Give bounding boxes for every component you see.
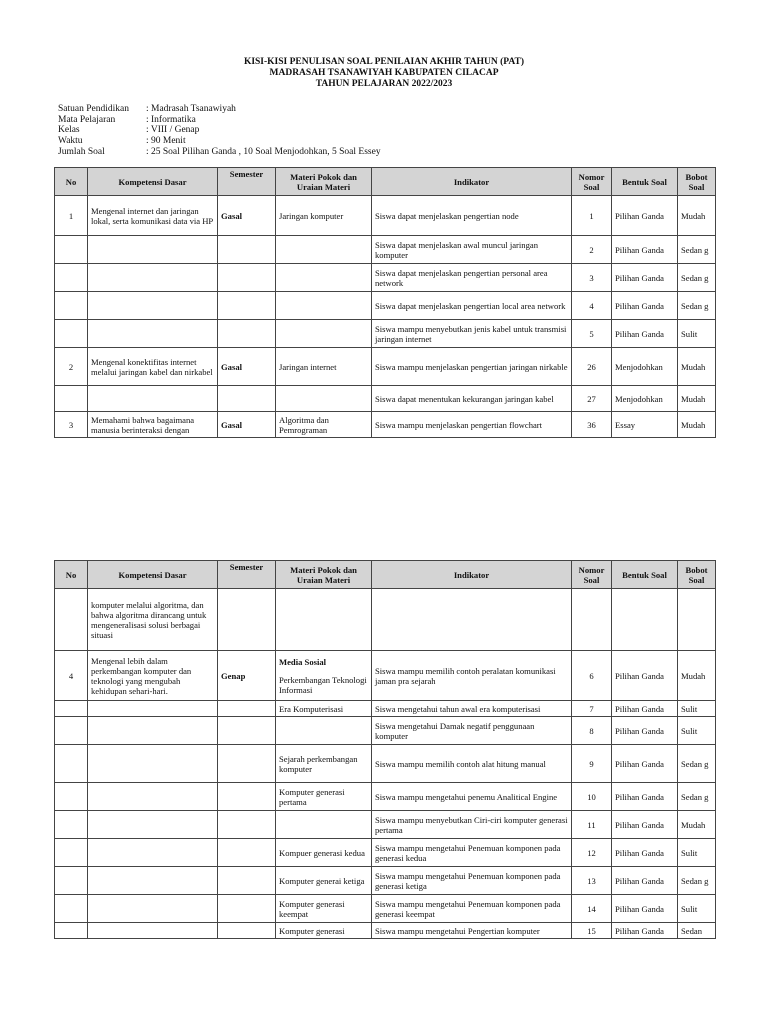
- cell-bobot-soal: Sedan g: [678, 264, 716, 292]
- cell-bobot-soal: [678, 589, 716, 651]
- cell-bentuk-soal: Pilihan Ganda: [612, 717, 678, 745]
- cell-materi: [276, 589, 372, 651]
- cell-materi: [276, 783, 372, 811]
- cell-bobot-soal: Sedan g: [678, 292, 716, 320]
- cell-no: [55, 320, 88, 348]
- meta-key: Mata Pelajaran: [58, 114, 116, 125]
- meta-row: [58, 125, 381, 136]
- cell-materi: [276, 923, 372, 939]
- cell-materi: [276, 701, 372, 717]
- cell-materi: [276, 811, 372, 839]
- cell-bobot-soal: Mudah: [678, 348, 716, 386]
- header-bobot-soal: Bobot Soal: [678, 561, 716, 589]
- cell-materi: [276, 386, 372, 412]
- cell-kompetensi-dasar: [88, 292, 218, 320]
- meta-row: [58, 104, 381, 115]
- table-row: [55, 811, 716, 839]
- table-row: [55, 701, 716, 717]
- cell-kompetensi-dasar: [88, 923, 218, 939]
- materi-text: Jaringan komputer: [279, 210, 344, 221]
- cell-kompetensi-dasar: [88, 320, 218, 348]
- cell-nomor-soal: [572, 589, 612, 651]
- cell-nomor-soal: 36: [572, 412, 612, 438]
- cell-indikator: Siswa mampu mengetahui Penemuan komponen pada generasi kedua: [372, 839, 572, 867]
- cell-nomor-soal: 14: [572, 895, 612, 923]
- cell-bobot-soal: Sulit: [678, 839, 716, 867]
- table-row: [55, 895, 716, 923]
- header-bentuk-soal: Bentuk Soal: [612, 168, 678, 196]
- cell-semester: Gasal: [218, 412, 276, 438]
- header-indikator: Indikator: [372, 561, 572, 589]
- cell-bobot-soal: Mudah: [678, 412, 716, 438]
- cell-no: [55, 386, 88, 412]
- cell-bobot-soal: Sulit: [678, 320, 716, 348]
- table-row: [55, 196, 716, 236]
- cell-kompetensi-dasar: [88, 783, 218, 811]
- header-bentuk-soal: Bentuk Soal: [612, 561, 678, 589]
- cell-no: [55, 717, 88, 745]
- header-row: [55, 168, 716, 196]
- cell-bentuk-soal: Pilihan Ganda: [612, 839, 678, 867]
- cell-semester: [218, 923, 276, 939]
- cell-bobot-soal: Mudah: [678, 651, 716, 701]
- cell-semester: [218, 320, 276, 348]
- cell-indikator: Siswa mengetahui tahun awal era komputerisasi: [372, 701, 572, 717]
- cell-indikator: Siswa mampu memilih contoh alat hitung manual: [372, 745, 572, 783]
- materi-text: Komputer generai ketiga: [279, 875, 365, 886]
- cell-nomor-soal: 26: [572, 348, 612, 386]
- cell-materi: [276, 348, 372, 386]
- cell-no: 4: [55, 651, 88, 701]
- cell-bobot-soal: Sedan g: [678, 867, 716, 895]
- cell-indikator: Siswa mampu menyebutkan Ciri-ciri komputer generasi pertama: [372, 811, 572, 839]
- cell-nomor-soal: 13: [572, 867, 612, 895]
- cell-no: [55, 292, 88, 320]
- cell-kompetensi-dasar: Memahami bahwa bagaimana manusia berinteraksi dengan: [88, 412, 218, 438]
- cell-materi: [276, 717, 372, 745]
- cell-kompetensi-dasar: [88, 701, 218, 717]
- cell-no: [55, 811, 88, 839]
- header-no: No: [55, 561, 88, 589]
- cell-no: [55, 236, 88, 264]
- cell-bentuk-soal: Pilihan Ganda: [612, 196, 678, 236]
- cell-bobot-soal: Sulit: [678, 701, 716, 717]
- kisi-kisi-table-page-1: [54, 167, 716, 438]
- cell-bobot-soal: Sulit: [678, 895, 716, 923]
- table-row: [55, 783, 716, 811]
- cell-kompetensi-dasar: Mengenal lebih dalam perkembangan komputer dan teknologi yang mengubah kehidupan sehari-hari.: [88, 651, 218, 701]
- cell-bobot-soal: Sulit: [678, 717, 716, 745]
- cell-kompetensi-dasar: [88, 839, 218, 867]
- cell-indikator: Siswa dapat menjelaskan pengertian node: [372, 196, 572, 236]
- header-indikator: Indikator: [372, 168, 572, 196]
- header-row: [55, 561, 716, 589]
- cell-materi: [276, 264, 372, 292]
- cell-indikator: Siswa dapat menentukan kekurangan jaringan kabel: [372, 386, 572, 412]
- cell-semester: Genap: [218, 651, 276, 701]
- cell-nomor-soal: 3: [572, 264, 612, 292]
- cell-bobot-soal: Sedan g: [678, 745, 716, 783]
- materi-text: Algoritma dan Pemrograman: [279, 414, 329, 435]
- cell-nomor-soal: 9: [572, 745, 612, 783]
- cell-semester: [218, 386, 276, 412]
- cell-nomor-soal: 1: [572, 196, 612, 236]
- materi-text: Era Komputerisasi: [279, 703, 344, 714]
- cell-indikator: Siswa mampu menjelaskan pengertian flowchart: [372, 412, 572, 438]
- header-kompetensi-dasar: Kompetensi Dasar: [88, 561, 218, 589]
- cell-nomor-soal: 11: [572, 811, 612, 839]
- table-row: [55, 745, 716, 783]
- materi-text: Jaringan internet: [279, 361, 337, 372]
- header-kompetensi-dasar: Kompetensi Dasar: [88, 168, 218, 196]
- cell-bentuk-soal: Pilihan Ganda: [612, 895, 678, 923]
- cell-bobot-soal: Sedan: [678, 923, 716, 939]
- cell-kompetensi-dasar: [88, 236, 218, 264]
- cell-bentuk-soal: Pilihan Ganda: [612, 867, 678, 895]
- cell-semester: [218, 264, 276, 292]
- cell-semester: Gasal: [218, 196, 276, 236]
- header-no: No: [55, 168, 88, 196]
- cell-kompetensi-dasar: [88, 386, 218, 412]
- cell-semester: [218, 292, 276, 320]
- cell-indikator: Siswa mampu menyebutkan jenis kabel untuk transmisi jaringan internet: [372, 320, 572, 348]
- cell-nomor-soal: 8: [572, 717, 612, 745]
- cell-no: [55, 264, 88, 292]
- header-semester: Semester: [218, 168, 276, 196]
- cell-materi: [276, 292, 372, 320]
- cell-semester: [218, 717, 276, 745]
- cell-bobot-soal: Sedan g: [678, 783, 716, 811]
- header-materi: Materi Pokok dan Uraian Materi: [276, 561, 372, 589]
- cell-indikator: Siswa mampu memilih contoh peralatan komunikasi jaman pra sejarah: [372, 651, 572, 701]
- cell-kompetensi-dasar: [88, 811, 218, 839]
- cell-indikator: Siswa mampu mengetahui Penemuan komponen pada generasi keempat: [372, 895, 572, 923]
- cell-kompetensi-dasar: [88, 895, 218, 923]
- cell-no: [55, 839, 88, 867]
- cell-indikator: Siswa mampu mengetahui Pengertian komputer: [372, 923, 572, 939]
- cell-nomor-soal: 4: [572, 292, 612, 320]
- materi-subtext: Perkembangan Teknologi Informasi: [279, 674, 367, 695]
- meta-value: : 90 Menit: [146, 136, 186, 147]
- cell-bentuk-soal: [612, 589, 678, 651]
- materi-text: Komputer generasi: [279, 925, 345, 936]
- cell-indikator: Siswa mampu mengetahui Penemuan komponen pada generasi ketiga: [372, 867, 572, 895]
- materi-text: Sejarah perkembangan komputer: [279, 753, 358, 774]
- cell-bentuk-soal: Pilihan Ganda: [612, 264, 678, 292]
- header-bobot-soal: Bobot Soal: [678, 168, 716, 196]
- cell-indikator: Siswa dapat menjelaskan pengertian personal area network: [372, 264, 572, 292]
- cell-bentuk-soal: Pilihan Ganda: [612, 236, 678, 264]
- cell-kompetensi-dasar: komputer melalui algoritma, dan bahwa algoritma dirancang untuk mengeneralisasi solusi berbagai situasi: [88, 589, 218, 651]
- cell-materi: [276, 412, 372, 438]
- title-line: MADRASAH TSANAWIYAH KABUPATEN CILACAP: [269, 68, 499, 78]
- cell-indikator: Siswa dapat menjelaskan awal muncul jaringan komputer: [372, 236, 572, 264]
- meta-value: : Informatika: [146, 114, 196, 125]
- cell-materi: [276, 745, 372, 783]
- cell-indikator: Siswa dapat menjelaskan pengertian local area network: [372, 292, 572, 320]
- cell-kompetensi-dasar: [88, 745, 218, 783]
- table-row: [55, 348, 716, 386]
- cell-semester: Gasal: [218, 348, 276, 386]
- cell-bentuk-soal: Pilihan Ganda: [612, 923, 678, 939]
- materi-text: Media Sosial: [279, 656, 327, 667]
- cell-bobot-soal: Mudah: [678, 811, 716, 839]
- cell-materi: [276, 651, 372, 701]
- cell-no: [55, 701, 88, 717]
- cell-materi: [276, 895, 372, 923]
- meta-key: Waktu: [58, 136, 83, 147]
- cell-nomor-soal: 27: [572, 386, 612, 412]
- meta-key: Satuan Pendidikan: [58, 104, 129, 114]
- cell-no: [55, 745, 88, 783]
- cell-materi: [276, 236, 372, 264]
- cell-kompetensi-dasar: [88, 867, 218, 895]
- cell-semester: [218, 895, 276, 923]
- meta-row: [58, 115, 381, 126]
- table-row: [55, 839, 716, 867]
- cell-indikator: Siswa mengetahui Damak negatif penggunaan komputer: [372, 717, 572, 745]
- cell-bentuk-soal: Pilihan Ganda: [612, 783, 678, 811]
- cell-bentuk-soal: Pilihan Ganda: [612, 745, 678, 783]
- cell-semester: [218, 589, 276, 651]
- cell-indikator: Siswa mampu menjelaskan pengertian jaringan nirkable: [372, 348, 572, 386]
- cell-nomor-soal: 6: [572, 651, 612, 701]
- meta-value: : VIII / Genap: [146, 125, 200, 136]
- meta-value: : Madrasah Tsanawiyah: [146, 104, 236, 114]
- table-row: [55, 651, 716, 701]
- table-row: [55, 589, 716, 651]
- title-line: TAHUN PELAJARAN 2022/2023: [315, 79, 453, 89]
- cell-semester: [218, 701, 276, 717]
- cell-bentuk-soal: Pilihan Ganda: [612, 320, 678, 348]
- table-row: [55, 292, 716, 320]
- cell-nomor-soal: 10: [572, 783, 612, 811]
- cell-semester: [218, 839, 276, 867]
- cell-indikator: [372, 589, 572, 651]
- cell-no: [55, 783, 88, 811]
- header-materi: Materi Pokok dan Uraian Materi: [276, 168, 372, 196]
- cell-semester: [218, 783, 276, 811]
- cell-materi: [276, 867, 372, 895]
- header-nomor-soal: Nomor Soal: [572, 561, 612, 589]
- meta-row: [58, 147, 381, 158]
- kisi-kisi-table-page-2: [54, 560, 716, 939]
- document-title: [0, 57, 768, 90]
- cell-kompetensi-dasar: Mengenal internet dan jaringan lokal, serta komunikasi data via HP: [88, 196, 218, 236]
- table-row: [55, 236, 716, 264]
- document-meta: [58, 104, 381, 158]
- cell-semester: [218, 811, 276, 839]
- cell-bentuk-soal: Pilihan Ganda: [612, 701, 678, 717]
- cell-no: [55, 895, 88, 923]
- cell-no: [55, 589, 88, 651]
- cell-bentuk-soal: Essay: [612, 412, 678, 438]
- table-row: [55, 717, 716, 745]
- table-row: [55, 867, 716, 895]
- title-line: KISI-KISI PENULISAN SOAL PENILAIAN AKHIR TAHUN (PAT): [243, 57, 525, 67]
- cell-nomor-soal: 2: [572, 236, 612, 264]
- meta-key: Jumlah Soal: [58, 146, 105, 157]
- cell-materi: [276, 196, 372, 236]
- materi-text: Kompuer generasi kedua: [279, 847, 365, 858]
- cell-bentuk-soal: Menjodohkan: [612, 386, 678, 412]
- cell-nomor-soal: 12: [572, 839, 612, 867]
- cell-no: 2: [55, 348, 88, 386]
- cell-nomor-soal: 5: [572, 320, 612, 348]
- cell-semester: [218, 236, 276, 264]
- cell-bobot-soal: Sedan g: [678, 236, 716, 264]
- cell-indikator: Siswa mampu mengetahui penemu Analitical Engine: [372, 783, 572, 811]
- materi-text: Komputer generasi keempat: [279, 898, 345, 919]
- cell-semester: [218, 745, 276, 783]
- cell-kompetensi-dasar: [88, 264, 218, 292]
- cell-no: [55, 923, 88, 939]
- cell-materi: [276, 320, 372, 348]
- cell-bobot-soal: Mudah: [678, 196, 716, 236]
- table-row: [55, 412, 716, 438]
- meta-key: Kelas: [58, 125, 80, 136]
- table-row: [55, 264, 716, 292]
- cell-materi: [276, 839, 372, 867]
- cell-bentuk-soal: Pilihan Ganda: [612, 651, 678, 701]
- cell-nomor-soal: 15: [572, 923, 612, 939]
- meta-row: [58, 136, 381, 147]
- header-semester: Semester: [218, 561, 276, 589]
- table-row: [55, 320, 716, 348]
- table-row: [55, 923, 716, 939]
- cell-nomor-soal: 7: [572, 701, 612, 717]
- materi-text: Komputer generasi pertama: [279, 786, 345, 807]
- cell-bentuk-soal: Pilihan Ganda: [612, 811, 678, 839]
- cell-no: [55, 867, 88, 895]
- cell-bentuk-soal: Menjodohkan: [612, 348, 678, 386]
- cell-kompetensi-dasar: [88, 717, 218, 745]
- cell-bentuk-soal: Pilihan Ganda: [612, 292, 678, 320]
- cell-bobot-soal: Mudah: [678, 386, 716, 412]
- cell-no: 1: [55, 196, 88, 236]
- cell-no: 3: [55, 412, 88, 438]
- meta-value: : 25 Soal Pilihan Ganda , 10 Soal Menjodohkan, 5 Soal Essey: [146, 146, 381, 157]
- cell-semester: [218, 867, 276, 895]
- table-row: [55, 386, 716, 412]
- header-nomor-soal: Nomor Soal: [572, 168, 612, 196]
- cell-kompetensi-dasar: Mengenal konektifitas internet melalui jaringan kabel dan nirkabel: [88, 348, 218, 386]
